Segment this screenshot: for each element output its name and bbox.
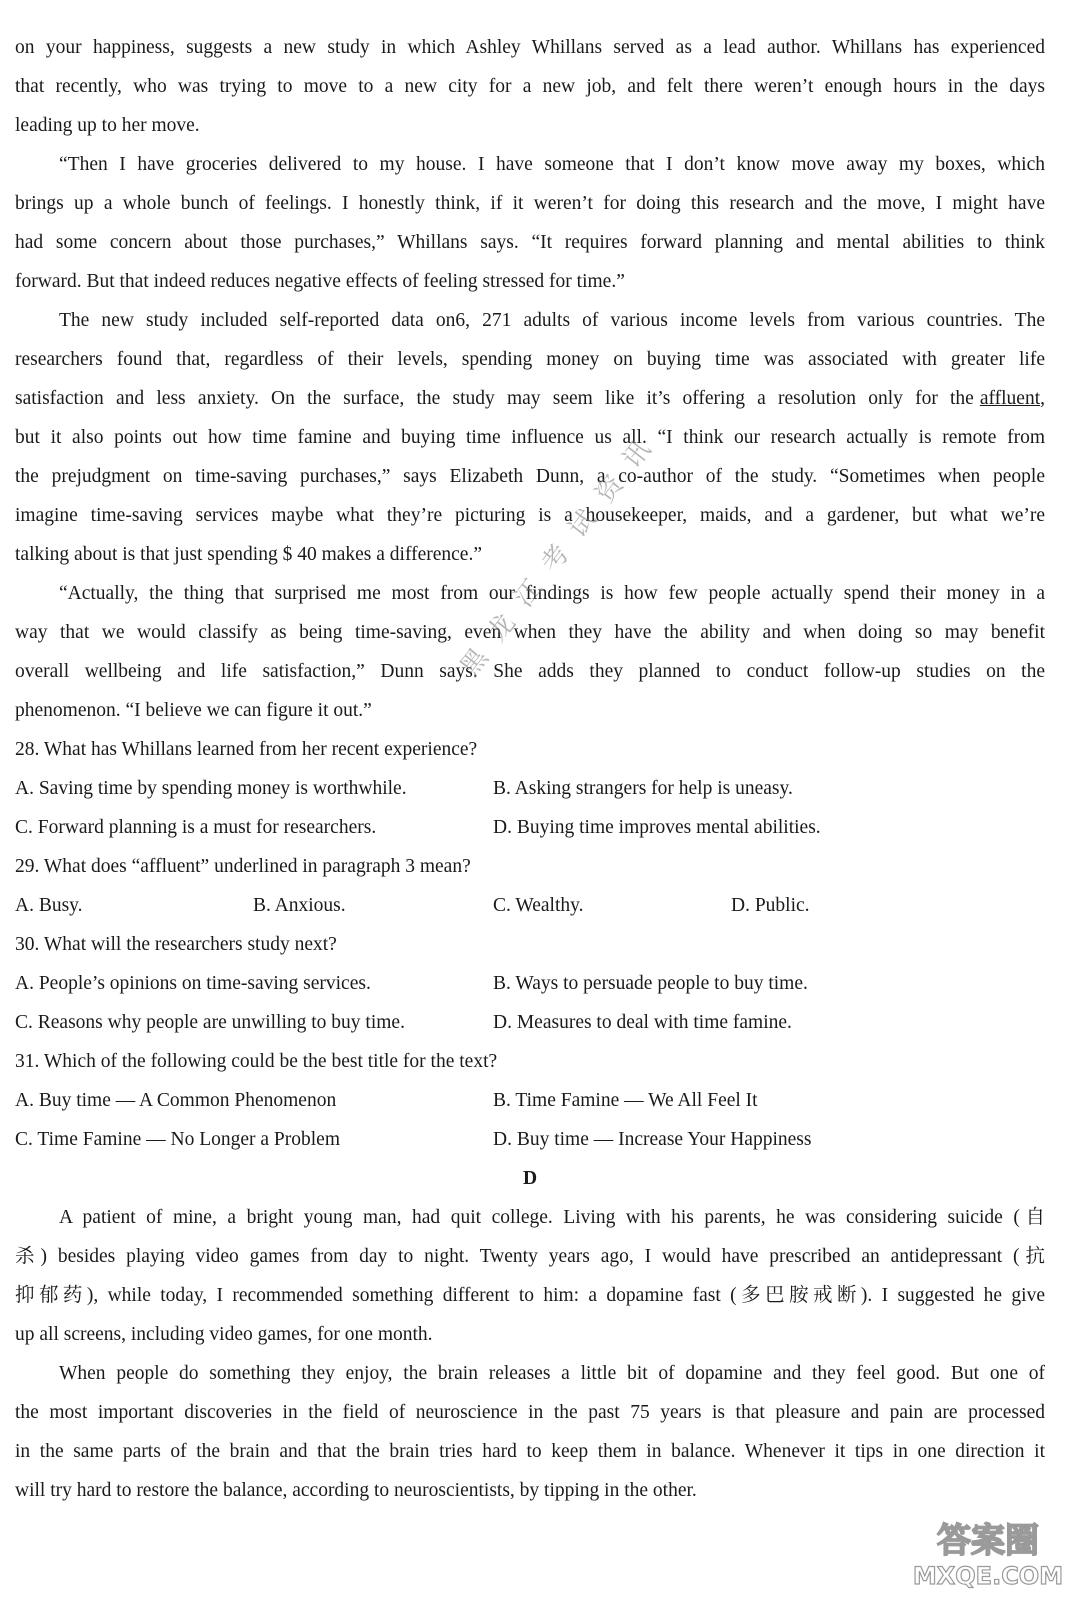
question-stem: 31. Which of the following could be the best title for the text? <box>15 1051 498 1072</box>
text-line: A patient of mine, a bright young man, had quit college. Living with his parents, he was considering suicide (自 <box>59 1207 1045 1228</box>
text-line: the prejudgment on time-saving purchases,” says Elizabeth Dunn, a co-author of the study. “Sometimes when people <box>15 466 1045 487</box>
text-line: “Actually, the thing that surprised me most from our findings is how few people actually spend their money in a <box>59 583 1045 604</box>
question-stem: 28. What has Whillans learned from her recent experience? <box>15 739 478 760</box>
option-d: D. Buying time improves mental abilities. <box>493 817 821 838</box>
text-line: the most important discoveries in the field of neuroscience in the past 75 years is that pleasure and pain are processed <box>15 1402 1045 1423</box>
underlined-word <box>980 379 1045 418</box>
option-a: A. Saving time by spending money is worthwhile. <box>15 778 407 799</box>
text-line: 抑郁药), while today, I recommended something different to him: a dopamine fast (多巴胺戒断). I suggested he give <box>15 1285 1045 1306</box>
text-line: had some concern about those purchases,” Whillans says. “It requires forward planning and mental abilities to think <box>15 232 1045 253</box>
option-d: D. Buy time — Increase Your Happiness <box>493 1129 812 1150</box>
text-line: When people do something they enjoy, the brain releases a little bit of dopamine and they feel good. But one of <box>59 1363 1045 1384</box>
option-row <box>15 1081 1045 1120</box>
text-line-with-underline <box>15 379 1045 418</box>
option-a: A. People’s opinions on time-saving services. <box>15 973 371 994</box>
logo-text: 答案圈 <box>937 1521 1039 1561</box>
question-stem: 30. What will the researchers study next? <box>15 934 337 955</box>
option-row <box>15 808 1045 847</box>
option-row <box>15 964 1045 1003</box>
option-b: B. Asking strangers for help is uneasy. <box>493 778 793 799</box>
text-line: brings up a whole bunch of feelings. I honestly think, if it weren’t for doing this research and the move, I might have <box>15 193 1045 214</box>
text-line: phenomenon. “I believe we can figure it out.” <box>15 700 372 721</box>
underlined-word-affluent: affluent <box>979 388 1041 409</box>
text-line: “Then I have groceries delivered to my house. I have someone that I don’t know move away my boxes, which <box>59 154 1045 175</box>
text-line: up all screens, including video games, for one month. <box>15 1324 433 1345</box>
question-stem: 29. What does “affluent” underlined in paragraph 3 mean? <box>15 856 471 877</box>
site-logo <box>908 1504 1068 1594</box>
section-heading: D <box>522 1168 538 1189</box>
logo-subtext: MXQE.COM <box>912 1562 1064 1590</box>
watermark-text: 黑龙江考试资讯 <box>454 420 669 683</box>
option-b: B. Time Famine — We All Feel It <box>493 1090 758 1111</box>
text-line: 杀) besides playing video games from day to night. Twenty years ago, I would have prescribed an antidepressant (抗 <box>15 1246 1045 1267</box>
text-line: talking about is that just spending $ 40 makes a difference.” <box>15 544 482 565</box>
option-row <box>15 1003 1045 1042</box>
text-line: forward. But that indeed reduces negative effects of feeling stressed for time.” <box>15 271 625 292</box>
text-segment: satisfaction and less anxiety. On the surface, the study may seem like it’s offering a resolution only for the <box>15 388 974 409</box>
option-a: A. Busy. <box>15 895 83 916</box>
option-c: C. Reasons why people are unwilling to buy time. <box>15 1012 405 1033</box>
text-line: The new study included self-reported data on6, 271 adults of various income levels from various countries. The <box>59 310 1045 331</box>
text-line: imagine time-saving services maybe what they’re picturing is a housekeeper, maids, and a gardener, but what we’re <box>15 505 1045 526</box>
text-line: overall wellbeing and life satisfaction,” Dunn says. She adds they planned to conduct follow-up studies on the <box>15 661 1045 682</box>
option-b: B. Anxious. <box>253 895 346 916</box>
text-line: way that we would classify as being time-saving, even when they have the ability and when doing so may benefit <box>15 622 1045 643</box>
option-c: C. Time Famine — No Longer a Problem <box>15 1129 340 1150</box>
document-page <box>15 28 1045 1510</box>
text-line: will try hard to restore the balance, according to neuroscientists, by tipping in the other. <box>15 1480 697 1501</box>
option-row <box>15 1120 1045 1159</box>
option-b: B. Ways to persuade people to buy time. <box>493 973 808 994</box>
text-line: on your happiness, suggests a new study in which Ashley Whillans served as a lead author. Whillans has experienced <box>15 37 1045 58</box>
option-d: D. Measures to deal with time famine. <box>493 1012 792 1033</box>
option-d: D. Public. <box>731 895 810 916</box>
text-line: researchers found that, regardless of their levels, spending money on buying time was associated with greater life <box>15 349 1045 370</box>
option-a: A. Buy time — A Common Phenomenon <box>15 1090 337 1111</box>
option-c: C. Forward planning is a must for researchers. <box>15 817 377 838</box>
text-line: in the same parts of the brain and that the brain tries hard to keep them in balance. Whenever it tips in one direction it <box>15 1441 1045 1462</box>
option-row <box>15 769 1045 808</box>
text-line: but it also points out how time famine and buying time influence us all. “I think our research actually is remote from <box>15 427 1045 448</box>
option-c: C. Wealthy. <box>493 895 584 916</box>
text-line: leading up to her move. <box>15 115 200 136</box>
punctuation: , <box>1040 388 1045 409</box>
option-row <box>15 886 1045 925</box>
text-line: that recently, who was trying to move to a new city for a new job, and felt there weren’t enough hours in the days <box>15 76 1045 97</box>
